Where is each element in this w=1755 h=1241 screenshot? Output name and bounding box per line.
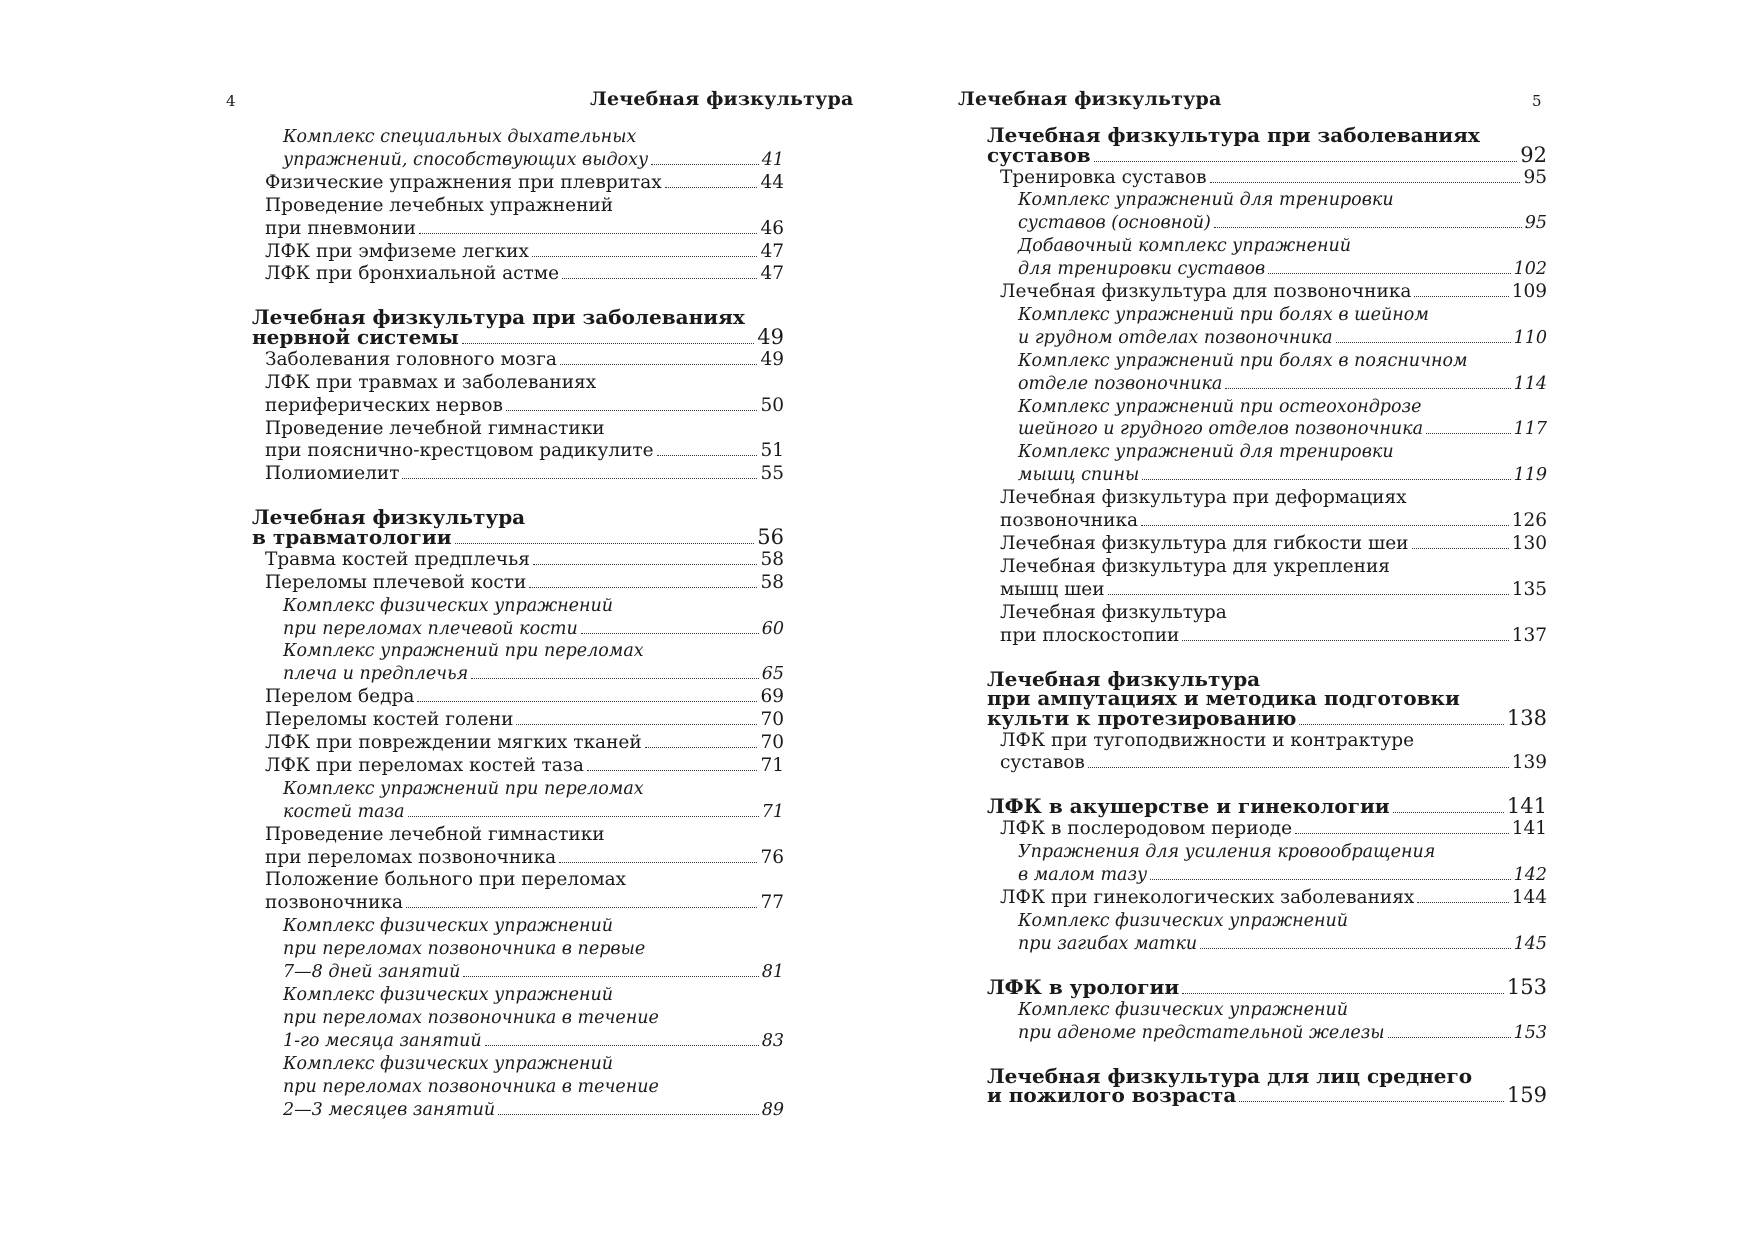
toc-entry	[987, 818, 1547, 841]
dot-leader	[665, 187, 758, 188]
toc-page-number: 145	[1513, 933, 1547, 954]
toc-page-number: 138	[1506, 705, 1547, 730]
dot-leader	[1295, 833, 1509, 834]
dot-leader	[471, 678, 759, 679]
toc-entry	[987, 487, 1547, 533]
toc-entry	[987, 533, 1547, 556]
toc-page-number: 89	[761, 1099, 784, 1120]
toc-entry	[252, 572, 784, 595]
toc-entry-line: ЛФК в урологии	[987, 974, 1180, 999]
toc-entry-line: ЛФК в акушерстве и гинекологии	[987, 794, 1390, 819]
toc-section	[252, 305, 784, 349]
toc-page-number: 135	[1511, 578, 1547, 600]
toc-entry-line: Комплекс упражнений для тренировки	[1018, 190, 1394, 211]
dot-leader	[417, 701, 757, 702]
dot-leader	[560, 364, 758, 365]
toc-entry-line: Комплекс упражнений при переломах	[283, 778, 644, 799]
page-number: 4	[226, 92, 236, 110]
toc-entry-line: Лечебная физкультура для позвоночника	[1000, 281, 1412, 303]
dot-leader	[651, 164, 759, 165]
toc-entry-line: при пневмонии	[265, 217, 416, 239]
toc-section	[987, 123, 1547, 167]
toc-entry-line: культи к протезированию	[987, 705, 1297, 730]
toc-entry-line: ЛФК в послеродовом периоде	[1000, 818, 1293, 840]
toc-page-number: 109	[1511, 281, 1547, 303]
toc-entry	[252, 372, 784, 418]
toc-page-number: 81	[761, 962, 784, 983]
toc-entry-line: отделе позвоночника	[1018, 373, 1223, 394]
toc-entry-line: Комплекс физических упражнений	[1018, 910, 1349, 931]
dot-leader	[1299, 724, 1504, 725]
toc-entry	[252, 778, 784, 824]
toc-entry-line: суставов (основной)	[1018, 213, 1211, 234]
toc-page-number: 69	[760, 686, 784, 708]
toc-page-number: 49	[757, 324, 784, 349]
dot-leader	[455, 543, 755, 544]
toc-entry-line: Лечебная физкультура при заболеваниях	[987, 123, 1480, 147]
toc-page-number: 51	[760, 440, 784, 462]
toc-entry-line: Лечебная физкультура при заболеваниях	[252, 305, 745, 330]
toc-page-number: 47	[760, 263, 784, 285]
toc-entry	[252, 984, 784, 1053]
toc-page-number: 58	[760, 571, 784, 593]
toc-entry-line: Комплекс физических упражнений	[283, 916, 614, 937]
toc-page-number: 71	[761, 801, 784, 822]
toc-page-number: 117	[1513, 419, 1547, 440]
dot-leader	[1412, 548, 1509, 549]
toc-entry-line: при загибах матки	[1018, 933, 1198, 954]
toc-entry-line: Комплекс специальных дыхательных	[283, 127, 637, 147]
toc-section	[987, 794, 1547, 819]
toc-entry	[987, 396, 1547, 442]
toc-page-number: 41	[761, 149, 784, 170]
dot-leader	[1214, 227, 1522, 228]
dot-leader	[1225, 388, 1510, 389]
toc-entry-line: позвоночника	[265, 892, 404, 914]
dot-leader	[529, 587, 757, 588]
toc-entry-line: и грудном отделах позвоночника	[1018, 327, 1333, 348]
toc-page-number: 70	[760, 732, 784, 754]
dot-leader	[1108, 594, 1509, 595]
dot-leader	[532, 256, 758, 257]
toc-entry	[252, 915, 784, 984]
toc-entry	[987, 602, 1547, 648]
toc-entry	[252, 549, 784, 572]
toc-page-number: 58	[760, 548, 784, 570]
table-of-contents	[987, 123, 1547, 1108]
toc-entry	[252, 463, 784, 486]
toc-entry-line: Переломы костей голени	[265, 709, 514, 731]
toc-entry	[987, 235, 1547, 281]
toc-entry-line: позвоночника	[1000, 510, 1139, 532]
toc-entry-line: 2—3 месяцев занятий	[283, 1099, 496, 1120]
dot-leader	[1094, 161, 1518, 162]
dot-leader	[1426, 433, 1511, 434]
toc-entry-line: ЛФК при повреждении мягких тканей	[265, 732, 642, 754]
toc-entry-line: при пояснично-крестцовом радикулите	[265, 440, 654, 462]
toc-entry	[252, 172, 784, 195]
dot-leader	[559, 862, 757, 863]
dot-leader	[462, 343, 755, 344]
toc-entry-line: ЛФК при переломах костей таза	[265, 754, 584, 776]
toc-page-number: 102	[1513, 259, 1547, 280]
toc-entry-line: при аденоме предстательной железы	[1018, 1022, 1385, 1043]
dot-leader	[1417, 902, 1508, 903]
toc-entry	[252, 755, 784, 778]
toc-page-number: 137	[1511, 624, 1547, 646]
toc-entry-line: Физические упражнения при плевритах	[265, 171, 662, 193]
toc-entry-line: в травматологии	[252, 524, 452, 549]
dot-leader	[1239, 1101, 1504, 1102]
toc-entry-line: Проведение лечебной гимнастики	[265, 417, 605, 439]
toc-entry-line: плеча и предплечья	[283, 664, 469, 685]
toc-entry-line: ЛФК при травмах и заболеваниях	[265, 371, 597, 393]
toc-page-number: 95	[1524, 213, 1547, 234]
left-page	[0, 0, 877, 1241]
toc-entry-line: Лечебная физкультура	[252, 505, 526, 530]
dot-leader	[498, 1114, 759, 1115]
toc-entry	[252, 349, 784, 372]
toc-entry	[252, 686, 784, 709]
toc-entry	[987, 999, 1547, 1045]
toc-entry-line: Перелом бедра	[265, 686, 415, 708]
toc-page-number: 139	[1511, 752, 1547, 774]
toc-entry-line: Лечебная физкультура	[1000, 601, 1227, 623]
toc-entry-line: Комплекс упражнений для тренировки	[1018, 442, 1394, 463]
toc-entry-line: ЛФК при бронхиальной астме	[265, 263, 560, 285]
toc-entry-line: Комплекс физических упражнений	[283, 985, 614, 1005]
dot-leader	[1142, 479, 1510, 480]
toc-entry-line: Комплекс упражнений при переломах	[283, 641, 644, 662]
toc-entry-line: Травма костей предплечья	[265, 548, 530, 570]
toc-page-number: 56	[757, 524, 784, 549]
toc-entry-line: Лечебная физкультура для гибкости шеи	[1000, 533, 1409, 554]
toc-entry	[252, 1053, 784, 1122]
toc-entry-line: мышц спины	[1018, 465, 1140, 486]
toc-entry-line: Полиомиелит	[265, 463, 400, 485]
toc-entry	[987, 281, 1547, 304]
toc-page-number: 144	[1511, 887, 1547, 909]
dot-leader	[587, 770, 758, 771]
dot-leader	[1088, 767, 1509, 768]
toc-page-number: 46	[760, 217, 784, 239]
toc-page-number: 141	[1511, 818, 1547, 840]
dot-leader	[1150, 879, 1510, 880]
toc-entry-line: ЛФК при тугоподвижности и контрактуре	[1000, 729, 1415, 751]
toc-page-number: 153	[1513, 1022, 1547, 1043]
toc-entry	[987, 556, 1547, 602]
toc-entry	[252, 126, 784, 172]
toc-entry	[252, 732, 784, 755]
toc-entry	[987, 167, 1547, 190]
running-head: Лечебная физкультура	[590, 88, 854, 110]
dot-leader	[533, 564, 758, 565]
toc-page-number: 159	[1506, 1083, 1547, 1108]
toc-entry-line: при переломах позвоночника в первые	[283, 939, 646, 960]
toc-entry-line: 7—8 дней занятий	[283, 962, 461, 983]
toc-page-number: 65	[761, 664, 784, 685]
toc-entry-line: суставов	[1000, 752, 1085, 774]
toc-entry	[987, 910, 1547, 956]
dot-leader	[645, 747, 758, 748]
toc-entry	[987, 841, 1547, 887]
toc-entry	[987, 189, 1547, 235]
dot-leader	[1336, 342, 1511, 343]
toc-entry-line: ЛФК при гинекологических заболеваниях	[1000, 887, 1415, 909]
toc-page-number: 153	[1506, 974, 1547, 999]
dot-leader	[516, 724, 757, 725]
toc-entry-line: Положение больного при переломах	[265, 869, 627, 891]
toc-entry-line: для тренировки суставов	[1018, 259, 1266, 280]
toc-entry-line: суставов	[987, 142, 1091, 167]
dot-leader	[1182, 993, 1504, 994]
toc-page-number: 60	[761, 618, 784, 639]
dot-leader	[1210, 182, 1521, 183]
toc-section	[987, 666, 1547, 730]
toc-entry-line: при ампутациях и методика подготовки	[987, 686, 1460, 711]
toc-entry-line: Комплекс упражнений при болях в шейном	[1018, 304, 1429, 325]
toc-page-number: 70	[760, 709, 784, 731]
toc-entry-line: Комплекс упражнений при болях в поясничном	[1018, 350, 1468, 371]
toc-entry	[252, 709, 784, 732]
dot-leader	[1268, 273, 1510, 274]
toc-entry-line: Комплекс упражнений при остеохондрозе	[1018, 396, 1422, 417]
toc-page-number: 114	[1513, 373, 1547, 394]
toc-entry	[252, 263, 784, 286]
toc-entry-line: Комплекс физических упражнений	[283, 595, 614, 616]
dot-leader	[408, 816, 759, 817]
toc-entry-line: Заболевания головного мозга	[265, 348, 557, 370]
toc-page-number: 49	[760, 348, 784, 370]
toc-entry-line: при переломах позвоночника	[265, 846, 557, 868]
toc-entry	[987, 887, 1547, 910]
toc-entry-line: и пожилого возраста	[987, 1083, 1237, 1108]
dot-leader	[1414, 296, 1508, 297]
toc-entry	[252, 869, 784, 915]
toc-entry-line: костей таза	[283, 801, 405, 822]
toc-page-number: 71	[760, 754, 784, 776]
toc-entry	[252, 241, 784, 264]
toc-page-number: 110	[1513, 327, 1547, 348]
toc-entry-line: нервной системы	[252, 324, 459, 349]
dot-leader	[1393, 812, 1504, 813]
toc-entry-line: при переломах плечевой кости	[283, 618, 578, 639]
toc-page-number: 50	[760, 394, 784, 416]
dot-leader	[657, 455, 758, 456]
toc-page-number: 130	[1511, 533, 1547, 554]
toc-section	[252, 505, 784, 549]
toc-entry-line: Упражнения для усиления кровообращения	[1018, 842, 1436, 863]
toc-entry-line: Комплекс физических упражнений	[283, 1053, 614, 1074]
toc-page-number: 77	[760, 892, 784, 914]
toc-page-number: 47	[760, 240, 784, 262]
toc-entry-line: шейного и грудного отделов позвоночника	[1018, 419, 1424, 440]
toc-entry-line: Лечебная физкультура для укрепления	[1000, 555, 1390, 577]
toc-entry	[987, 304, 1547, 350]
toc-entry	[252, 640, 784, 686]
toc-entry	[252, 595, 784, 641]
toc-page-number: 55	[760, 463, 784, 485]
toc-entry-line: Тренировка суставов	[1000, 166, 1207, 188]
dot-leader	[402, 478, 757, 479]
dot-leader	[1182, 640, 1508, 641]
toc-entry	[252, 195, 784, 241]
toc-entry-line: Добавочный комплекс упражнений	[1018, 236, 1352, 257]
page-number: 5	[1532, 92, 1542, 110]
toc-page-number: 95	[1523, 166, 1547, 188]
table-of-contents	[252, 126, 784, 1121]
dot-leader	[1388, 1037, 1511, 1038]
toc-page-number: 92	[1520, 142, 1547, 167]
toc-entry-line: Проведение лечебных упражнений	[265, 194, 614, 216]
dot-leader	[581, 633, 759, 634]
toc-entry-line: периферических нервов	[265, 394, 503, 416]
toc-entry-line: мышц шеи	[1000, 578, 1105, 600]
toc-section	[987, 1063, 1547, 1108]
running-head: Лечебная физкультура	[958, 88, 1222, 110]
toc-entry-line: в малом тазу	[1018, 865, 1148, 886]
dot-leader	[1200, 948, 1510, 949]
toc-page-number: 76	[760, 846, 784, 868]
toc-entry-line: Проведение лечебной гимнастики	[265, 823, 605, 845]
toc-entry	[252, 824, 784, 870]
toc-entry-line: 1-го месяца занятий	[283, 1030, 482, 1051]
toc-page-number: 126	[1511, 510, 1547, 532]
right-page	[877, 0, 1755, 1241]
toc-entry-line: ЛФК при эмфиземе легких	[265, 240, 529, 262]
toc-entry-line: упражнений, способствующих выдоху	[283, 149, 649, 170]
toc-section	[987, 974, 1547, 999]
toc-page-number: 142	[1513, 865, 1547, 886]
toc-entry	[987, 441, 1547, 487]
dot-leader	[463, 976, 758, 977]
dot-leader	[562, 278, 757, 279]
toc-page-number: 119	[1513, 465, 1547, 486]
toc-entry-line: Комплекс физических упражнений	[1018, 999, 1349, 1020]
toc-entry	[987, 730, 1547, 776]
dot-leader	[485, 1045, 759, 1046]
toc-entry-line: Лечебная физкультура для лиц среднего	[987, 1063, 1473, 1088]
dot-leader	[506, 410, 758, 411]
toc-entry-line: Переломы плечевой кости	[265, 571, 527, 593]
toc-entry	[987, 350, 1547, 396]
dot-leader	[406, 907, 757, 908]
toc-page-number: 141	[1506, 794, 1547, 819]
toc-entry-line: при переломах позвоночника в течение	[283, 1007, 659, 1028]
dot-leader	[1141, 525, 1509, 526]
toc-entry	[252, 418, 784, 464]
toc-page-number: 83	[761, 1030, 784, 1051]
toc-entry-line: при плоскостопии	[1000, 624, 1180, 646]
toc-entry-line: при переломах позвоночника в течение	[283, 1076, 659, 1097]
dot-leader	[419, 233, 758, 234]
toc-entry-line: Лечебная физкультура	[987, 666, 1261, 691]
toc-entry-line: Лечебная физкультура при деформациях	[1000, 487, 1407, 509]
toc-page-number: 44	[760, 171, 784, 193]
